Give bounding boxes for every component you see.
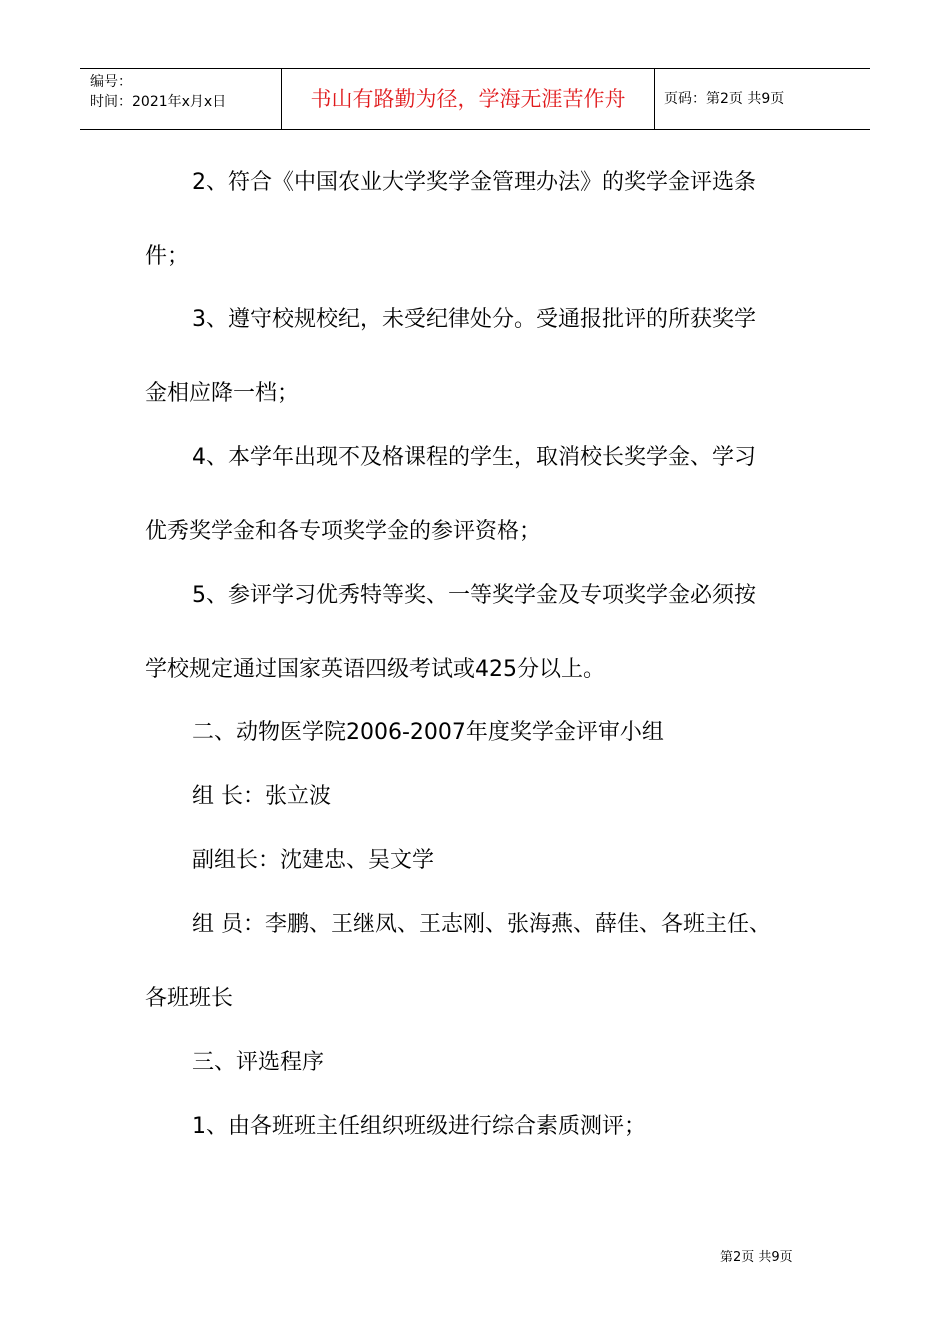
paragraph-line: 5、参评学习优秀特等奖、一等奖学金及专项奖学金必须按 (192, 583, 756, 608)
paragraph-line: 4、本学年出现不及格课程的学生，取消校长奖学金、学习 (192, 445, 756, 470)
section-heading: 三、评选程序 (192, 1050, 325, 1075)
paragraph-line: 副组长：沈建忠、吴文学 (192, 848, 435, 873)
paragraph-line: 件； (145, 244, 190, 269)
paragraph-line: 1、由各班班主任组织班级进行综合素质测评； (192, 1114, 646, 1139)
paragraph-line: 优秀奖学金和各专项奖学金的参评资格； (145, 519, 542, 544)
paragraph-line: 组 长：张立波 (192, 784, 331, 809)
header-page-number: 页码：第2页 共9页 (664, 91, 785, 107)
section-heading: 二、动物医学院2006-2007年度奖学金评审小组 (192, 720, 664, 745)
paragraph-line: 各班班长 (145, 986, 234, 1011)
page-footer: 第2页 共9页 (720, 1250, 793, 1265)
paragraph-line: 学校规定通过国家英语四级考试或425分以上。 (145, 657, 605, 682)
paragraph-line: 3、遵守校规校纪，未受纪律处分。受通报批评的所获奖学 (192, 307, 756, 332)
header-motto: 书山有路勤为径，学海无涯苦作舟 (310, 87, 626, 111)
serial-label: 编号： (90, 74, 132, 90)
time-label: 时间：2021年x月x日 (90, 94, 227, 110)
paragraph-line: 金相应降一档； (145, 381, 300, 406)
paragraph-line: 2、符合《中国农业大学奖学金管理办法》的奖学金评选条 (192, 170, 756, 195)
paragraph-line: 组 员：李鹏、王继凤、王志刚、张海燕、薛佳、各班主任、 (192, 912, 771, 937)
